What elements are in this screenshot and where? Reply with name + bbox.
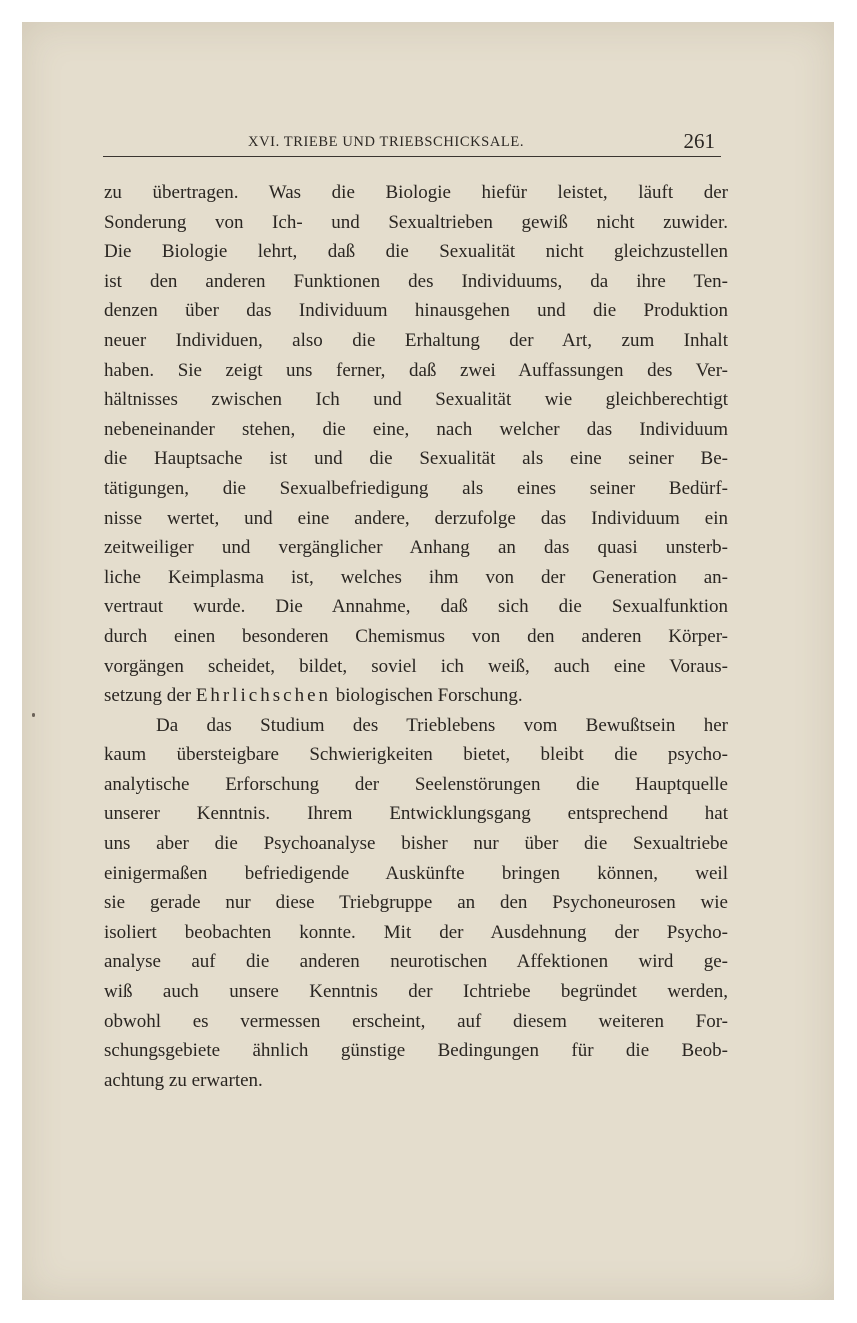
margin-speck: [32, 713, 35, 717]
text-line: kaum übersteigbare Schwierigkeiten bietet, bleibt die psycho-: [104, 744, 728, 766]
text-line: unserer Kenntnis. Ihrem Entwicklungsgang entsprechend hat: [104, 803, 728, 825]
text-line: tätigungen, die Sexualbefriedigung als eines seiner Bedürf-: [104, 477, 728, 499]
text-line: Sonderung von Ich- und Sexualtrieben gewiß nicht zuwider.: [104, 211, 728, 233]
text-line: denzen über das Individuum hinausgehen und die Produktion: [104, 300, 728, 322]
running-title: XVI. TRIEBE UND TRIEBSCHICKSALE.: [248, 134, 525, 150]
emphasized-name: Ehrlichschen: [195, 685, 331, 707]
text-line: die Hauptsache ist und die Sexualität als eine seiner Be-: [104, 448, 728, 470]
text-line: ist den anderen Funktionen des Individuums, da ihre Ten-: [104, 270, 728, 292]
text-line: isoliert beobachten konnte. Mit der Ausdehnung der Psycho-: [104, 921, 728, 943]
page-number: 261: [683, 129, 715, 153]
body-text: [104, 178, 728, 1095]
text-line: einigermaßen befriedigende Auskünfte bringen können, weil: [104, 862, 728, 884]
text-line: liche Keimplasma ist, welches ihm von der Generation an-: [104, 566, 728, 588]
text-line: nisse wertet, und eine andere, derzufolge das Individuum ein: [104, 507, 728, 529]
text-line: schungsgebiete ähnlich günstige Bedingungen für die Beob-: [104, 1040, 728, 1062]
text-line: vertraut wurde. Die Annahme, daß sich die Sexualfunktion: [104, 596, 728, 618]
text-line: uns aber die Psychoanalyse bisher nur über die Sexualtriebe: [104, 833, 728, 855]
text-line: wiß auch unsere Kenntnis der Ichtriebe begründet werden,: [104, 981, 728, 1003]
text-line: sie gerade nur diese Triebgruppe an den Psychoneurosen wie: [104, 892, 728, 914]
text-line: zu übertragen. Was die Biologie hiefür leistet, läuft der: [104, 182, 728, 203]
text-line: Die Biologie lehrt, daß die Sexualität nicht gleichzustellen: [104, 241, 728, 263]
paragraph-1: [104, 178, 728, 711]
text-line-last: [104, 681, 728, 711]
text-line: durch einen besonderen Chemismus von den anderen Körper-: [104, 625, 728, 647]
text-fragment: setzung der: [104, 685, 192, 707]
text-fragment: biologischen Forschung.: [335, 685, 523, 707]
text-line: analytische Erforschung der Seelenstörungen die Hauptquelle: [104, 773, 728, 795]
text-line: obwohl es vermessen erscheint, auf diesem weiteren For-: [104, 1010, 728, 1032]
paragraph-2: [104, 711, 728, 1096]
page-header: [103, 128, 721, 157]
text-line: neuer Individuen, also die Erhaltung der Art, zum Inhalt: [104, 329, 728, 351]
text-line-last: achtung zu erwarten.: [104, 1069, 263, 1091]
text-line: vorgängen scheidet, bildet, soviel ich weiß, auch eine Voraus-: [104, 655, 728, 677]
text-line: analyse auf die anderen neurotischen Affektionen wird ge-: [104, 951, 728, 973]
text-line: Da das Studium des Trieblebens vom Bewußtsein her: [156, 714, 728, 736]
text-line: hältnisses zwischen Ich und Sexualität wie gleichberechtigt: [104, 389, 728, 411]
text-line: zeitweiliger und vergänglicher Anhang an das quasi unsterb-: [104, 537, 728, 559]
text-line: haben. Sie zeigt uns ferner, daß zwei Auffassungen des Ver-: [104, 359, 728, 381]
text-line: nebeneinander stehen, die eine, nach welcher das Individuum: [104, 418, 728, 440]
